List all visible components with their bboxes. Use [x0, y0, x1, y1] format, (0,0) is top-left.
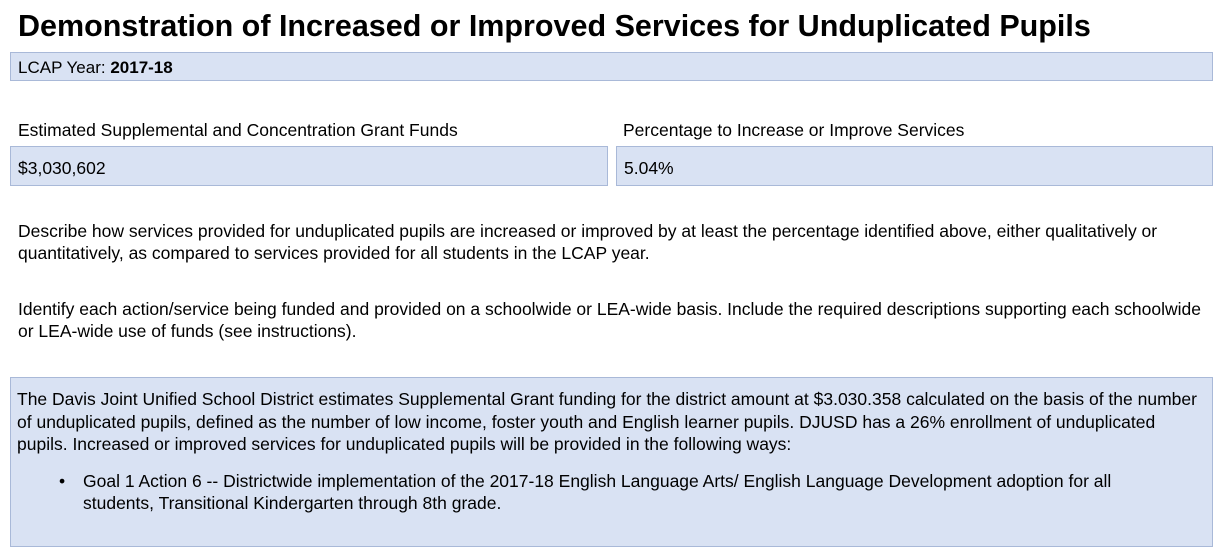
funds-label: Estimated Supplemental and Concentration Grant Funds: [18, 120, 458, 140]
lcap-year-label: LCAP Year:: [18, 58, 111, 77]
funds-value-field[interactable]: [10, 146, 608, 186]
narrative-field[interactable]: [10, 377, 1213, 547]
narrative-list: [17, 470, 1206, 514]
lcap-year-field: [10, 52, 1213, 81]
lcap-year-value: 2017-18: [110, 58, 173, 77]
list-item-text: Goal 1 Action 6 -- Districtwide implementation of the 2017-18 English Language Arts/ English Language Development adoption for all students, Transitional Kindergarten through 8th grade.: [83, 470, 1112, 513]
percentage-value-field[interactable]: [616, 146, 1213, 186]
percentage-value: 5.04%: [624, 158, 674, 178]
list-item: [59, 470, 1143, 514]
funds-value: $3,030,602: [18, 158, 106, 178]
bullet-icon: •: [59, 470, 66, 491]
instruction-identify: Identify each action/service being funded and provided on a schoolwide or LEA-wide basis. Include the required descriptions supporting each schoolwide or LEA-wide use of funds (see instructions).: [18, 299, 1201, 341]
percentage-label: Percentage to Increase or Improve Services: [623, 120, 965, 140]
narrative-paragraph: The Davis Joint Unified School District estimates Supplemental Grant funding for the district amount at $3.030.358 calculated on the basis of the number of unduplicated pupils, defined as the number of low income, foster youth and English learner pupils. DJUSD has a 26% enrollment of unduplicated pupils. Increased or improved services for unduplicated pupils will be provided in the following ways:: [17, 389, 1197, 454]
instruction-describe: Describe how services provided for unduplicated pupils are increased or improved by at least the percentage identified above, either qualitatively or quantitatively, as compared to services provided for all students in the LCAP year.: [18, 221, 1158, 263]
page-title: Demonstration of Increased or Improved Services for Unduplicated Pupils: [18, 9, 1091, 43]
